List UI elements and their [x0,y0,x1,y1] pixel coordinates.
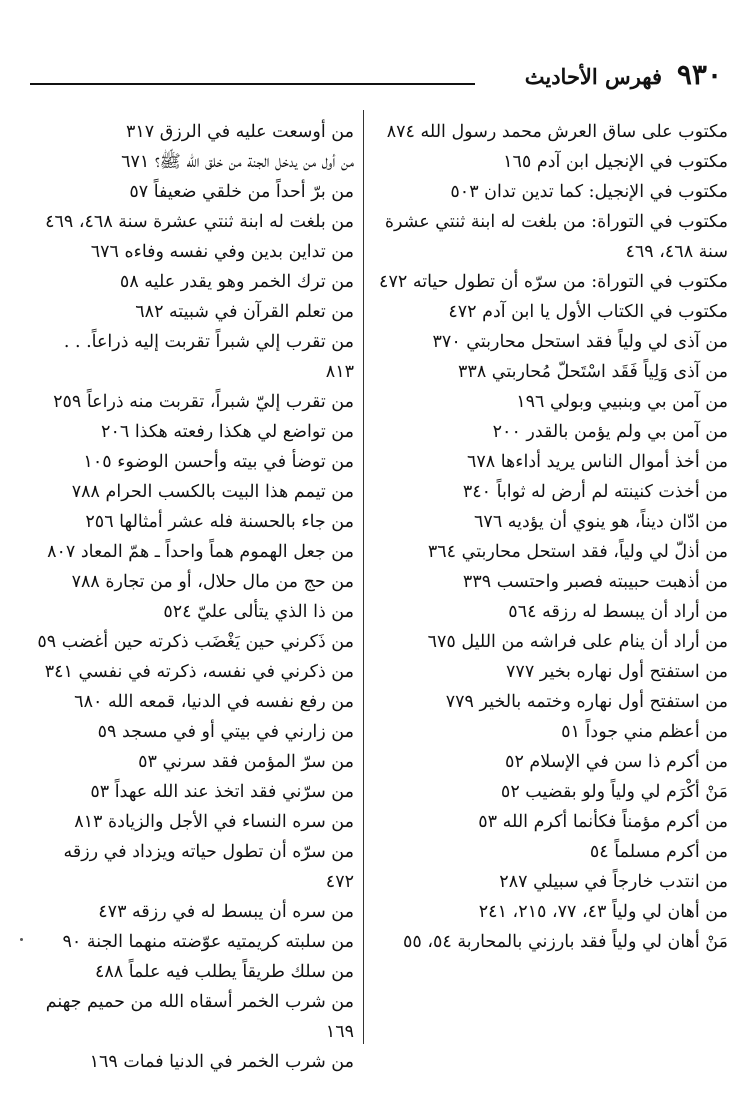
index-entry: مكتوب في الإنجيل ابن آدم ١٦٥ [503,152,728,172]
index-entry: من أكرم ذا سن في الإسلام ٥٢ [505,752,728,772]
index-entry: من تقرب إلي شبراً تقربت إليه ذراعاً. . . ٨١٣ [63,332,354,382]
right-column [372,114,728,957]
index-entry: من أخذت كنينته لم أرض له ثواباً ٣٤٠ [462,482,728,502]
index-entry: من جعل الهموم هماً واحداً ـ همّ المعاد ٨٠٧ [47,542,354,562]
index-entry: من آذى لي ولياً فقد استحل محاربتي ٣٧٠ [432,332,728,352]
index-entry: من أراد أن يبسط له رزقه ٥٦٤ [508,602,728,622]
index-entry: من سلك طريقاً يطلب فيه علماً ٤٨٨ [94,962,354,982]
index-entry: من شرب الخمر أسقاه الله من حميم جهنم ١٦٩ [45,992,354,1042]
index-entry: من ذَكرني حين يَغْضَب ذكرته حين أغضب ٥٩ [37,632,354,652]
index-entry: من آمن بي وبنبيي وبولي ١٩٦ [516,392,728,412]
index-entry: من ادّان ديناً، هو ينوي أن يؤديه ٦٧٦ [474,512,728,532]
column-divider [363,110,364,1044]
index-entry: من أول من يدخل الجنة من خلق الله ﷺ؟ ٦٧١ [121,152,354,172]
index-entry: من أذهبت حبيبته فصبر واحتسب ٣٣٩ [462,572,728,592]
index-entry: من أخذ أموال الناس يريد أداءها ٦٧٨ [466,452,728,472]
index-entry: من أراد أن ينام على فراشه من الليل ٦٧٥ [427,632,728,652]
index-entry: من رفع نفسه في الدنيا، قمعه الله ٦٨٠ [74,692,354,712]
index-entry: مَنْ أكْرَم لي ولياً ولو بقضيب ٥٢ [500,782,728,802]
index-entry: من تواضع لي هكذا رفعته هكذا ٢٠٦ [101,422,354,442]
index-entry: مكتوب في الإنجيل: كما تدين تدان ٥٠٣ [450,182,728,202]
index-entry: من أكرم مسلماً ٥٤ [589,842,728,862]
index-entry: من تداين بدين وفي نفسه وفاءه ٦٧٦ [90,242,354,262]
index-entry: من جاء بالحسنة فله عشر أمثالها ٢٥٦ [85,512,354,532]
index-entry: من سره أن يبسط له في رزقه ٤٧٣ [98,902,354,922]
index-entry: من ذكرني في نفسه، ذكرته في نفسي ٣٤١ [44,662,354,682]
index-entry: مكتوب على ساق العرش محمد رسول الله ٨٧٤ [386,122,728,142]
index-entry: من سره النساء في الأجل والزيادة ٨١٣ [74,812,354,832]
page-number: ٩٣٠ [676,58,722,91]
index-entry: من تعلم القرآن في شبيته ٦٨٢ [135,302,354,322]
index-entry: من آذى وَلِياً فَقَد اسْتَحلّ مُحاربتي ٣٣٨ [458,362,728,382]
left-column [32,114,354,1077]
index-entry: مكتوب في التوراة: من بلغت له ابنة ثنتي عشرة سنة ٤٦٨، ٤٦٩ [384,212,728,262]
margin-mark [20,938,23,941]
page-header [0,60,750,100]
index-entry: من أهان لي ولياً ٤٣، ٧٧، ٢١٥، ٢٤١ [478,902,728,922]
index-entry: من برّ أحداً من خلقي ضعيفاً ٥٧ [129,182,354,202]
header-rule [30,83,475,85]
index-entry: مكتوب في التوراة: من سرّه أن تطول حياته ٤٧٢ [379,272,728,292]
index-entry: من تيمم هذا البيت بالكسب الحرام ٧٨٨ [71,482,354,502]
index-entry: مكتوب في الكتاب الأول يا ابن آدم ٤٧٢ [448,302,728,322]
index-entry: من سرّني فقد اتخذ عند الله عهداً ٥٣ [90,782,354,802]
index-entry: من ذا الذي يتألى عليّ ٥٢٤ [163,602,354,622]
index-entry: من شرب الخمر في الدنيا فمات ١٦٩ [89,1052,354,1072]
index-entry: من انتدب خارجاً في سبيلي ٢٨٧ [499,872,728,892]
index-entry: من أكرم مؤمناً فكأنما أكرم الله ٥٣ [478,812,728,832]
running-title: فهرس الأحاديث [524,64,662,89]
index-entry: من استفتح أول نهاره بخير ٧٧٧ [506,662,728,682]
index-entry: من زارني في بيتي أو في مسجد ٥٩ [97,722,354,742]
index-entry: من توضأ في بيته وأحسن الوضوء ١٠٥ [83,452,354,472]
index-entry: من تقرب إليّ شبراً، تقربت منه ذراعاً ٢٥٩ [53,392,354,412]
index-entry: من سرّه أن تطول حياته ويزداد في رزقه ٤٧٢ [63,842,354,892]
index-entry: مَنْ أهان لي ولياً فقد بارزني بالمحاربة ٥٤، ٥٥ [402,932,728,952]
index-entry: من سرّ المؤمن فقد سرني ٥٣ [138,752,354,772]
index-entry: من ترك الخمر وهو يقدر عليه ٥٨ [119,272,354,292]
index-entry: من بلغت له ابنة ثنتي عشرة سنة ٤٦٨، ٤٦٩ [45,212,354,232]
index-entry: من أذلّ لي ولياً، فقد استحل محاربتي ٣٦٤ [427,542,728,562]
index-entry: من أعظم مني جوداً ٥١ [561,722,728,742]
index-entry: من أوسعت عليه في الرزق ٣١٧ [125,122,354,142]
index-entry: من آمن بي ولم يؤمن بالقدر ٢٠٠ [492,422,728,442]
index-entry: من حج من مال حلال، أو من تجارة ٧٨٨ [71,572,354,592]
index-entry: من استفتح أول نهاره وختمه بالخير ٧٧٩ [445,692,728,712]
index-entry: من سلبته كريمتيه عوّضته منهما الجنة ٩٠ [62,932,354,952]
